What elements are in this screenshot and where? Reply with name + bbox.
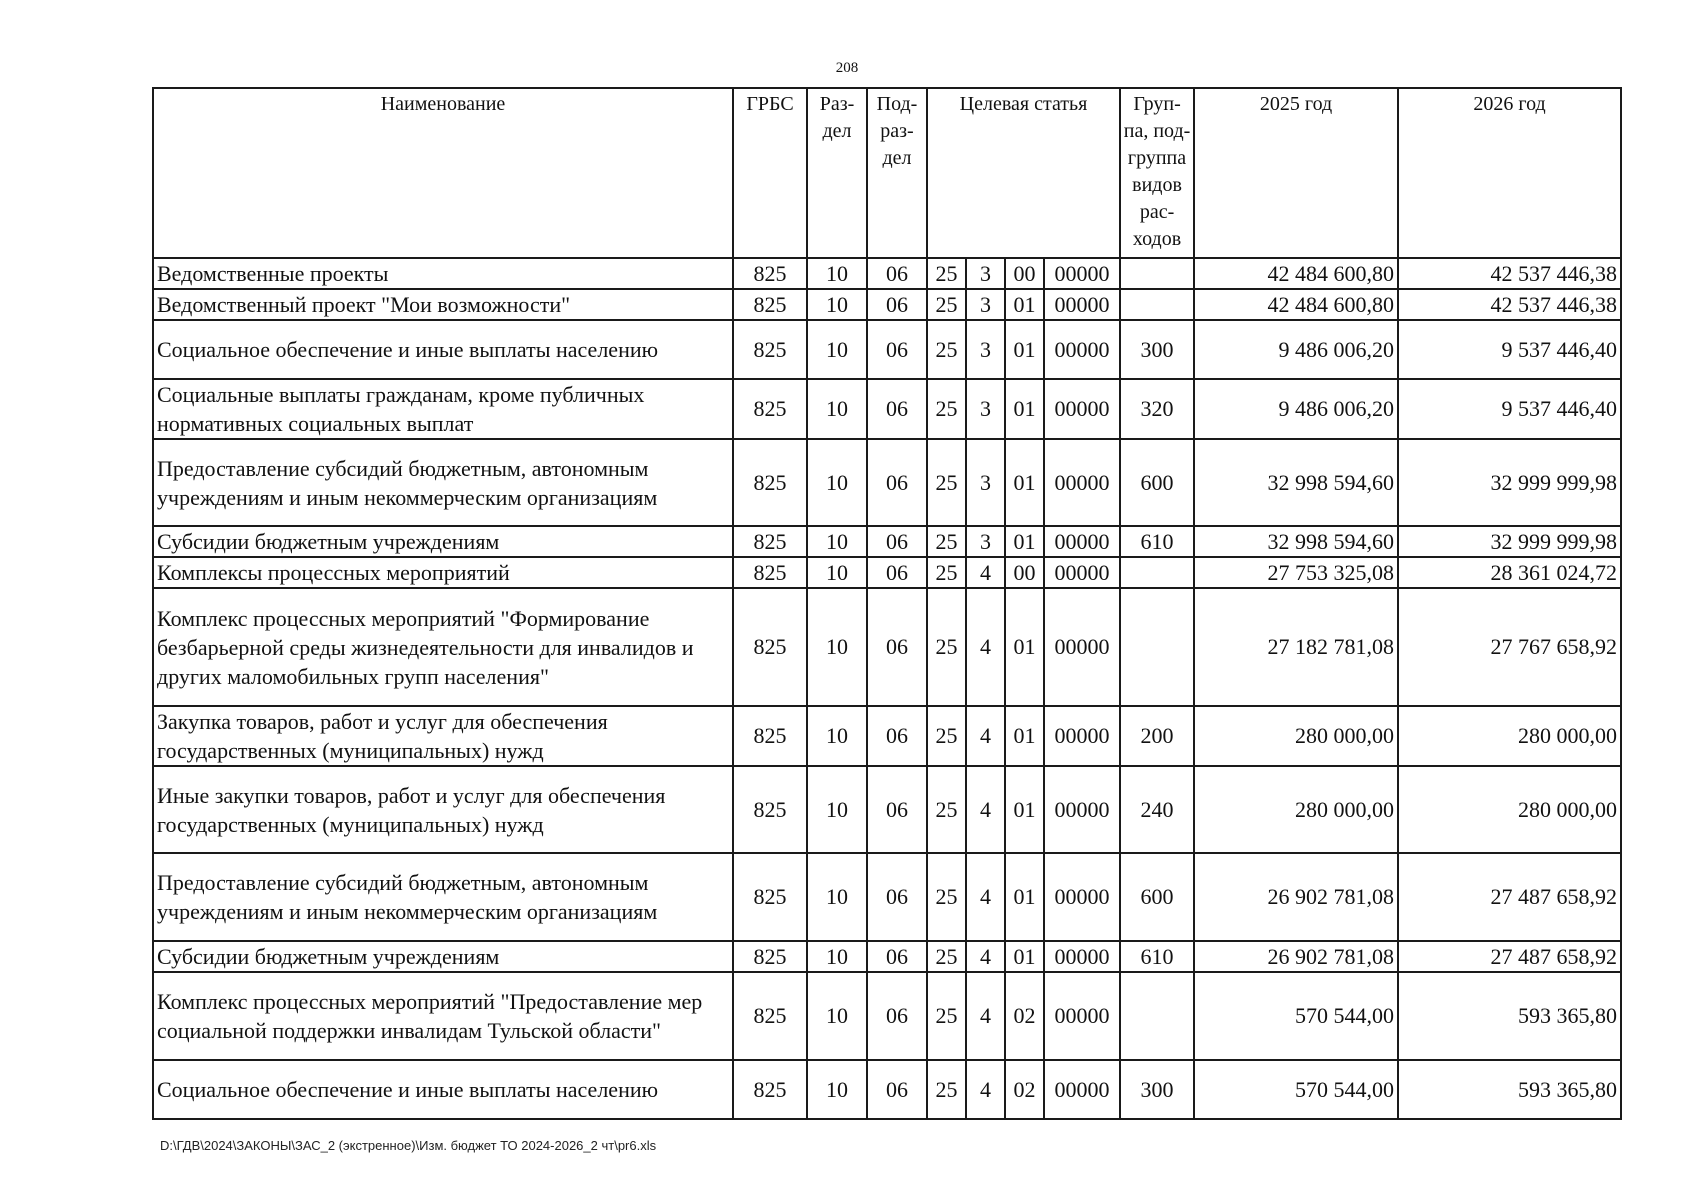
- target-type-cell: 3: [966, 526, 1005, 557]
- amount-2026-cell: 280 000,00: [1398, 706, 1621, 766]
- row-name-cell: Ведомственные проекты: [153, 258, 733, 289]
- target-type-cell: 4: [966, 941, 1005, 972]
- grbs-cell: 825: [733, 379, 807, 439]
- target-direction-cell: 00000: [1044, 1060, 1120, 1119]
- target-program-cell: 25: [927, 972, 966, 1060]
- amount-2026-cell: 280 000,00: [1398, 766, 1621, 853]
- amount-2026-cell: 593 365,80: [1398, 1060, 1621, 1119]
- target-type-cell: 4: [966, 588, 1005, 706]
- target-direction-cell: 00000: [1044, 853, 1120, 941]
- grbs-cell: 825: [733, 439, 807, 526]
- target-type-cell: 3: [966, 320, 1005, 379]
- razdel-cell: 10: [807, 526, 867, 557]
- target-program-cell: 25: [927, 557, 966, 588]
- target-type-cell: 4: [966, 557, 1005, 588]
- podrazdel-cell: 06: [867, 258, 927, 289]
- target-type-cell: 3: [966, 439, 1005, 526]
- table-row: [153, 320, 1621, 379]
- podrazdel-cell: 06: [867, 557, 927, 588]
- target-structure-cell: 02: [1005, 1060, 1044, 1119]
- razdel-cell: 10: [807, 1060, 867, 1119]
- row-name-cell: Ведомственный проект "Мои возможности": [153, 289, 733, 320]
- razdel-cell: 10: [807, 557, 867, 588]
- podrazdel-cell: 06: [867, 972, 927, 1060]
- grbs-cell: 825: [733, 972, 807, 1060]
- amount-2026-cell: 593 365,80: [1398, 972, 1621, 1060]
- expense-group-cell: [1120, 258, 1194, 289]
- amount-2026-cell: 42 537 446,38: [1398, 289, 1621, 320]
- amount-2026-cell: 32 999 999,98: [1398, 439, 1621, 526]
- razdel-cell: 10: [807, 853, 867, 941]
- target-direction-cell: 00000: [1044, 439, 1120, 526]
- razdel-cell: 10: [807, 706, 867, 766]
- amount-2025-cell: 280 000,00: [1194, 766, 1398, 853]
- target-structure-cell: 01: [1005, 379, 1044, 439]
- row-name-cell: Субсидии бюджетным учреждениям: [153, 526, 733, 557]
- table-row: [153, 1060, 1621, 1119]
- table-row: [153, 289, 1621, 320]
- amount-2026-cell: 28 361 024,72: [1398, 557, 1621, 588]
- file-path-footer: D:\ГДВ\2024\ЗАКОНЫ\ЗАС_2 (экстренное)\Изм. бюджет ТО 2024-2026_2 чт\pr6.xls: [160, 1138, 657, 1153]
- target-program-cell: 25: [927, 941, 966, 972]
- table-row: [153, 972, 1621, 1060]
- amount-2025-cell: 9 486 006,20: [1194, 320, 1398, 379]
- target-direction-cell: 00000: [1044, 258, 1120, 289]
- target-direction-cell: 00000: [1044, 526, 1120, 557]
- target-program-cell: 25: [927, 1060, 966, 1119]
- expense-group-cell: [1120, 289, 1194, 320]
- podrazdel-cell: 06: [867, 1060, 927, 1119]
- podrazdel-cell: 06: [867, 526, 927, 557]
- target-type-cell: 4: [966, 1060, 1005, 1119]
- target-program-cell: 25: [927, 588, 966, 706]
- target-program-cell: 25: [927, 289, 966, 320]
- target-structure-cell: 00: [1005, 557, 1044, 588]
- expense-group-cell: 300: [1120, 320, 1194, 379]
- target-program-cell: 25: [927, 766, 966, 853]
- header-razdel: Раз- дел: [807, 88, 867, 258]
- amount-2025-cell: 27 753 325,08: [1194, 557, 1398, 588]
- table-row: [153, 588, 1621, 706]
- target-program-cell: 25: [927, 706, 966, 766]
- expense-group-cell: 600: [1120, 853, 1194, 941]
- target-direction-cell: 00000: [1044, 588, 1120, 706]
- grbs-cell: 825: [733, 706, 807, 766]
- amount-2026-cell: 27 487 658,92: [1398, 853, 1621, 941]
- table-row: [153, 258, 1621, 289]
- target-direction-cell: 00000: [1044, 941, 1120, 972]
- expense-group-cell: 600: [1120, 439, 1194, 526]
- expense-group-cell: [1120, 557, 1194, 588]
- target-direction-cell: 00000: [1044, 320, 1120, 379]
- grbs-cell: 825: [733, 320, 807, 379]
- table-row: [153, 941, 1621, 972]
- row-name-cell: Субсидии бюджетным учреждениям: [153, 941, 733, 972]
- table-row: [153, 526, 1621, 557]
- target-type-cell: 3: [966, 379, 1005, 439]
- row-name-cell: Комплексы процессных мероприятий: [153, 557, 733, 588]
- target-type-cell: 3: [966, 258, 1005, 289]
- expense-group-cell: 240: [1120, 766, 1194, 853]
- amount-2026-cell: 42 537 446,38: [1398, 258, 1621, 289]
- amount-2025-cell: 27 182 781,08: [1194, 588, 1398, 706]
- expense-group-cell: 200: [1120, 706, 1194, 766]
- expense-group-cell: [1120, 972, 1194, 1060]
- row-name-cell: Социальное обеспечение и иные выплаты населению: [153, 1060, 733, 1119]
- amount-2025-cell: 26 902 781,08: [1194, 853, 1398, 941]
- expense-group-cell: 300: [1120, 1060, 1194, 1119]
- row-name-cell: Комплекс процессных мероприятий "Предоставление мер социальной поддержки инвалидам Тульской области": [153, 972, 733, 1060]
- header-target: Целевая статья: [927, 88, 1120, 258]
- target-program-cell: 25: [927, 526, 966, 557]
- target-structure-cell: 01: [1005, 588, 1044, 706]
- razdel-cell: 10: [807, 289, 867, 320]
- amount-2026-cell: 9 537 446,40: [1398, 320, 1621, 379]
- amount-2025-cell: 570 544,00: [1194, 972, 1398, 1060]
- grbs-cell: 825: [733, 766, 807, 853]
- target-type-cell: 4: [966, 853, 1005, 941]
- amount-2026-cell: 32 999 999,98: [1398, 526, 1621, 557]
- grbs-cell: 825: [733, 258, 807, 289]
- target-direction-cell: 00000: [1044, 972, 1120, 1060]
- target-program-cell: 25: [927, 379, 966, 439]
- amount-2025-cell: 26 902 781,08: [1194, 941, 1398, 972]
- grbs-cell: 825: [733, 289, 807, 320]
- razdel-cell: 10: [807, 320, 867, 379]
- target-direction-cell: 00000: [1044, 706, 1120, 766]
- grbs-cell: 825: [733, 526, 807, 557]
- amount-2025-cell: 570 544,00: [1194, 1060, 1398, 1119]
- amount-2026-cell: 9 537 446,40: [1398, 379, 1621, 439]
- podrazdel-cell: 06: [867, 706, 927, 766]
- podrazdel-cell: 06: [867, 588, 927, 706]
- row-name-cell: Комплекс процессных мероприятий "Формирование безбарьерной среды жизнедеятельности для инвалидов и других маломобильных групп населения": [153, 588, 733, 706]
- expense-group-cell: 610: [1120, 526, 1194, 557]
- target-structure-cell: 00: [1005, 258, 1044, 289]
- row-name-cell: Социальное обеспечение и иные выплаты населению: [153, 320, 733, 379]
- target-structure-cell: 01: [1005, 941, 1044, 972]
- target-structure-cell: 01: [1005, 526, 1044, 557]
- row-name-cell: Предоставление субсидий бюджетным, автономным учреждениям и иным некоммерческим организациям: [153, 853, 733, 941]
- amount-2025-cell: 9 486 006,20: [1194, 379, 1398, 439]
- podrazdel-cell: 06: [867, 766, 927, 853]
- target-structure-cell: 01: [1005, 766, 1044, 853]
- razdel-cell: 10: [807, 941, 867, 972]
- amount-2025-cell: 32 998 594,60: [1194, 439, 1398, 526]
- header-podrazdel: Под- раз- дел: [867, 88, 927, 258]
- target-direction-cell: 00000: [1044, 379, 1120, 439]
- target-direction-cell: 00000: [1044, 557, 1120, 588]
- row-name-cell: Иные закупки товаров, работ и услуг для обеспечения государственных (муниципальных) нужд: [153, 766, 733, 853]
- amount-2025-cell: 280 000,00: [1194, 706, 1398, 766]
- expense-group-cell: 320: [1120, 379, 1194, 439]
- header-2025: 2025 год: [1194, 88, 1398, 258]
- target-program-cell: 25: [927, 320, 966, 379]
- amount-2026-cell: 27 767 658,92: [1398, 588, 1621, 706]
- podrazdel-cell: 06: [867, 379, 927, 439]
- target-direction-cell: 00000: [1044, 766, 1120, 853]
- budget-table: [152, 87, 1622, 1120]
- target-program-cell: 25: [927, 439, 966, 526]
- grbs-cell: 825: [733, 1060, 807, 1119]
- header-name: Наименование: [153, 88, 733, 258]
- table-row: [153, 706, 1621, 766]
- table-row: [153, 379, 1621, 439]
- row-name-cell: Социальные выплаты гражданам, кроме публичных нормативных социальных выплат: [153, 379, 733, 439]
- target-structure-cell: 01: [1005, 853, 1044, 941]
- target-structure-cell: 01: [1005, 289, 1044, 320]
- header-grbs: ГРБС: [733, 88, 807, 258]
- razdel-cell: 10: [807, 972, 867, 1060]
- amount-2025-cell: 42 484 600,80: [1194, 258, 1398, 289]
- target-structure-cell: 01: [1005, 320, 1044, 379]
- target-type-cell: 4: [966, 766, 1005, 853]
- target-direction-cell: 00000: [1044, 289, 1120, 320]
- target-type-cell: 4: [966, 706, 1005, 766]
- grbs-cell: 825: [733, 941, 807, 972]
- table-row: [153, 557, 1621, 588]
- target-structure-cell: 01: [1005, 706, 1044, 766]
- header-2026: 2026 год: [1398, 88, 1621, 258]
- podrazdel-cell: 06: [867, 941, 927, 972]
- razdel-cell: 10: [807, 766, 867, 853]
- target-type-cell: 4: [966, 972, 1005, 1060]
- row-name-cell: Закупка товаров, работ и услуг для обеспечения государственных (муниципальных) нужд: [153, 706, 733, 766]
- razdel-cell: 10: [807, 379, 867, 439]
- grbs-cell: 825: [733, 557, 807, 588]
- header-row: [153, 88, 1621, 258]
- grbs-cell: 825: [733, 588, 807, 706]
- grbs-cell: 825: [733, 853, 807, 941]
- target-program-cell: 25: [927, 258, 966, 289]
- target-type-cell: 3: [966, 289, 1005, 320]
- podrazdel-cell: 06: [867, 853, 927, 941]
- target-structure-cell: 01: [1005, 439, 1044, 526]
- amount-2025-cell: 32 998 594,60: [1194, 526, 1398, 557]
- table-row: [153, 439, 1621, 526]
- razdel-cell: 10: [807, 588, 867, 706]
- table-row: [153, 766, 1621, 853]
- table-row: [153, 853, 1621, 941]
- target-program-cell: 25: [927, 853, 966, 941]
- expense-group-cell: 610: [1120, 941, 1194, 972]
- target-structure-cell: 02: [1005, 972, 1044, 1060]
- expense-group-cell: [1120, 588, 1194, 706]
- razdel-cell: 10: [807, 439, 867, 526]
- podrazdel-cell: 06: [867, 439, 927, 526]
- page-number: 208: [835, 60, 859, 76]
- row-name-cell: Предоставление субсидий бюджетным, автономным учреждениям и иным некоммерческим организациям: [153, 439, 733, 526]
- podrazdel-cell: 06: [867, 320, 927, 379]
- razdel-cell: 10: [807, 258, 867, 289]
- header-group: Груп- па, под- группа видов рас- ходов: [1120, 88, 1194, 258]
- podrazdel-cell: 06: [867, 289, 927, 320]
- amount-2025-cell: 42 484 600,80: [1194, 289, 1398, 320]
- amount-2026-cell: 27 487 658,92: [1398, 941, 1621, 972]
